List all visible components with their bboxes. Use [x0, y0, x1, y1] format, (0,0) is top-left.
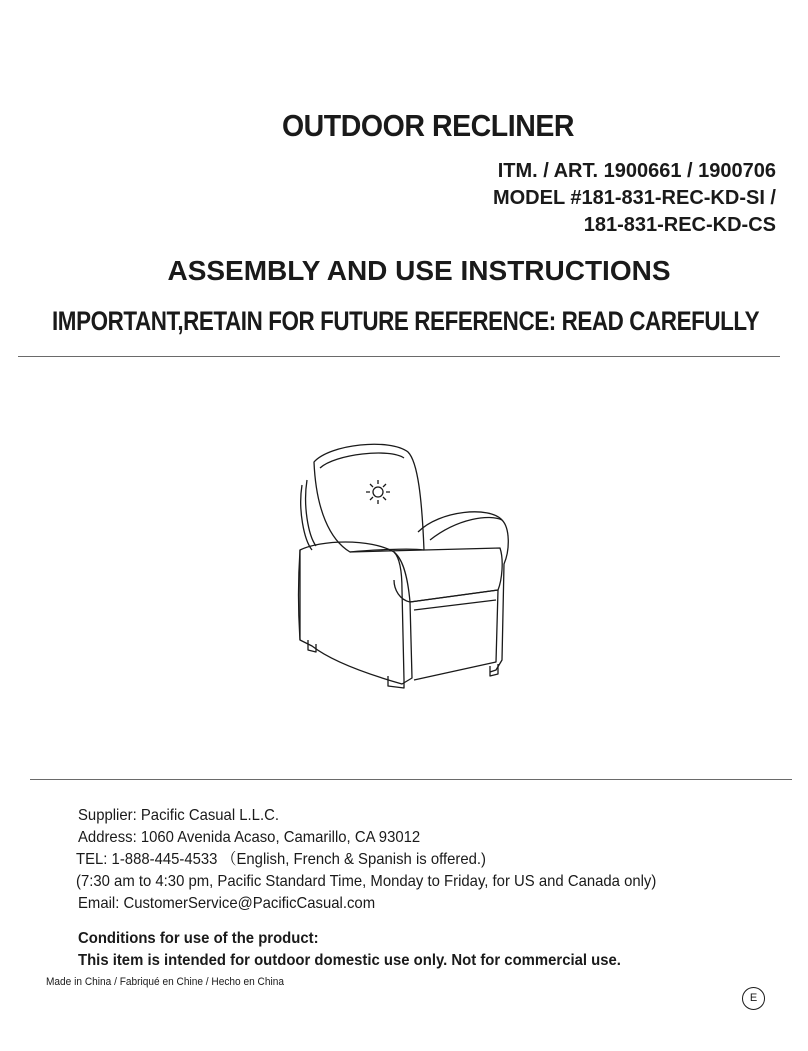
supplier-hours: (7:30 am to 4:30 pm, Pacific Standard Time, Monday to Friday, for US and Canada only)	[76, 873, 657, 890]
document-title: OUTDOOR RECLINER	[281, 108, 575, 143]
instructions-heading: ASSEMBLY AND USE INSTRUCTIONS	[167, 255, 671, 286]
model-number-line-1: MODEL #181-831-REC-KD-SI /	[492, 187, 776, 209]
supplier-name: Supplier: Pacific Casual L.L.C.	[78, 807, 279, 824]
bottom-divider	[30, 779, 792, 780]
supplier-address: Address: 1060 Avenida Acaso, Camarillo, CA 93012	[78, 829, 421, 846]
model-number-line-2: 181-831-REC-KD-CS	[583, 214, 776, 236]
conditions-text: This item is intended for outdoor domestic use only. Not for commercial use.	[78, 952, 621, 969]
top-divider	[18, 356, 780, 357]
conditions-heading: Conditions for use of the product:	[78, 930, 319, 947]
recliner-illustration	[290, 440, 520, 690]
item-number: ITM. / ART. 1900661 / 1900706	[497, 160, 776, 182]
supplier-email: Email: CustomerService@PacificCasual.com	[78, 895, 376, 912]
important-notice: IMPORTANT,RETAIN FOR FUTURE REFERENCE: READ CAREFULLY	[52, 306, 760, 336]
supplier-phone: TEL: 1-888-445-4533 （English, French & Spanish is offered.)	[76, 851, 486, 868]
made-in-label: Made in China / Fabriqué en Chine / Hecho en China	[46, 976, 284, 988]
language-badge: E	[742, 987, 765, 1010]
